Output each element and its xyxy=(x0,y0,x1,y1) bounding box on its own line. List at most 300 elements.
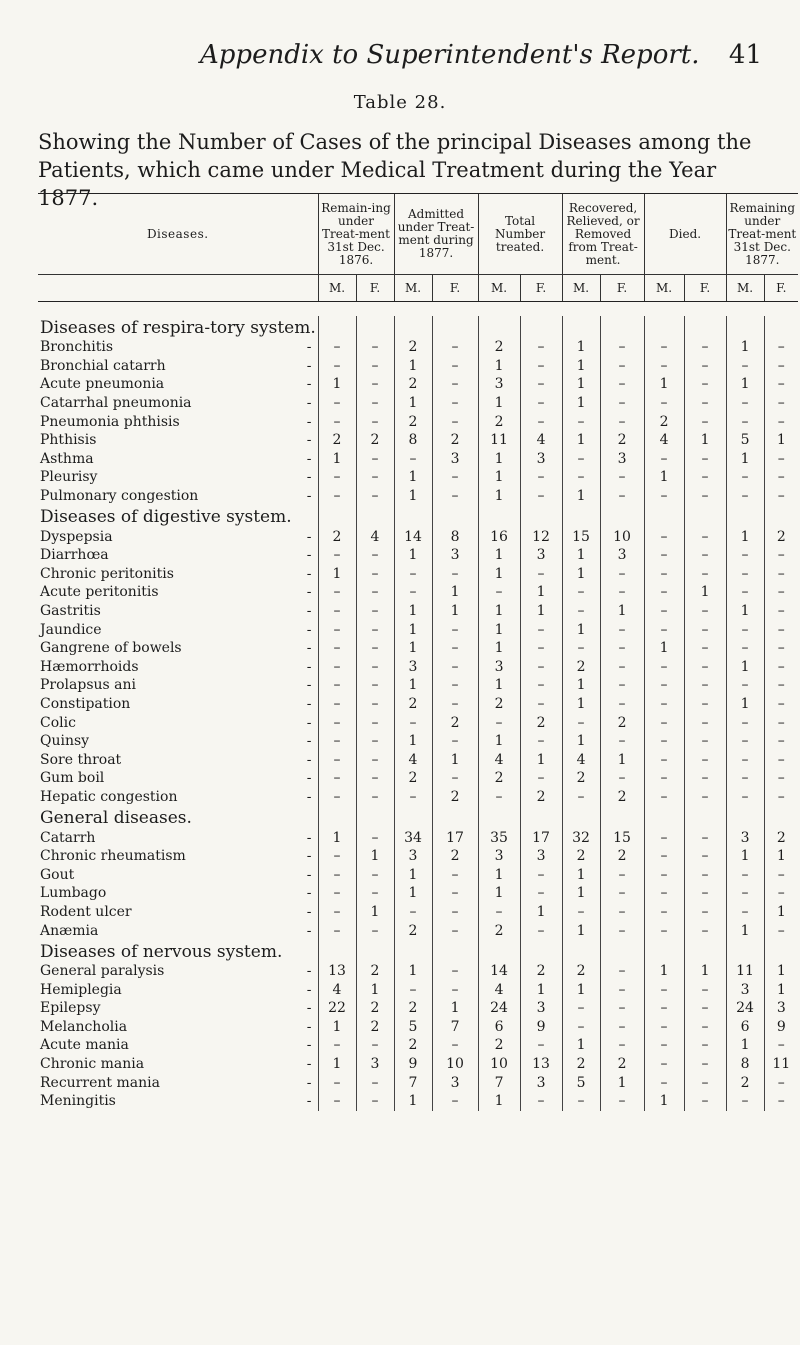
value-cell: – xyxy=(684,527,726,546)
table-row xyxy=(38,769,798,788)
disease-name-cell xyxy=(38,695,318,714)
value-cell: – xyxy=(644,999,684,1018)
disease-name: Gastritis xyxy=(40,603,101,620)
value-cell: 4 xyxy=(478,750,520,769)
disease-name: Prolapsus ani xyxy=(40,677,137,694)
value-cell: – xyxy=(432,884,478,903)
value-cell: 1 xyxy=(432,750,478,769)
disease-name: Recurrent mania xyxy=(40,1074,160,1091)
diseases-table xyxy=(38,193,798,1111)
table-row xyxy=(38,1092,798,1111)
value-cell: 1 xyxy=(644,375,684,394)
blank-cell xyxy=(764,940,798,962)
value-cell: – xyxy=(356,639,394,658)
value-cell: – xyxy=(432,962,478,981)
value-cell: – xyxy=(600,903,644,922)
value-cell: – xyxy=(600,695,644,714)
value-cell: – xyxy=(644,732,684,751)
value-cell: 11 xyxy=(726,962,764,981)
blank-cell xyxy=(318,505,356,527)
value-cell: – xyxy=(684,788,726,807)
blank-cell xyxy=(600,505,644,527)
value-cell: 1 xyxy=(394,487,432,506)
value-cell: 2 xyxy=(318,431,356,450)
value-cell: 1 xyxy=(600,1073,644,1092)
value-cell: – xyxy=(432,620,478,639)
value-cell: 3 xyxy=(726,828,764,847)
value-cell: – xyxy=(600,865,644,884)
spacer-row xyxy=(38,302,798,317)
leader-dash: - xyxy=(306,866,312,883)
value-cell: 8 xyxy=(432,527,478,546)
value-cell: 1 xyxy=(764,431,798,450)
value-cell: 3 xyxy=(432,450,478,469)
disease-name: Hemiplegia xyxy=(40,981,122,998)
value-cell: 1 xyxy=(478,620,520,639)
blank-cell xyxy=(600,940,644,962)
disease-name: Diarrhœa xyxy=(40,547,109,564)
value-cell: 10 xyxy=(432,1055,478,1074)
value-cell: – xyxy=(644,487,684,506)
value-cell: 4 xyxy=(644,431,684,450)
value-cell: 1 xyxy=(478,676,520,695)
value-cell: 3 xyxy=(478,658,520,677)
value-cell: 1 xyxy=(520,602,562,621)
value-cell: 1 xyxy=(562,732,600,751)
blank-cell xyxy=(726,505,764,527)
value-cell: 2 xyxy=(356,962,394,981)
value-cell: 1 xyxy=(520,980,562,999)
blank-cell xyxy=(394,940,432,962)
leader-dash: - xyxy=(306,584,312,601)
subheader-m: M. xyxy=(562,275,600,302)
value-cell: 6 xyxy=(478,1018,520,1037)
value-cell: 1 xyxy=(318,450,356,469)
leader-dash: - xyxy=(306,603,312,620)
disease-name-cell xyxy=(38,1018,318,1037)
value-cell: 7 xyxy=(394,1073,432,1092)
value-cell: – xyxy=(764,394,798,413)
value-cell: – xyxy=(318,602,356,621)
value-cell: – xyxy=(764,695,798,714)
disease-name-cell xyxy=(38,468,318,487)
table-row xyxy=(38,431,798,450)
table-row xyxy=(38,921,798,940)
value-cell: – xyxy=(644,357,684,376)
leader-dash: - xyxy=(306,547,312,564)
blank-cell xyxy=(478,806,520,828)
value-cell: – xyxy=(684,565,726,584)
value-cell: – xyxy=(764,750,798,769)
value-cell: 5 xyxy=(726,431,764,450)
value-cell: – xyxy=(356,732,394,751)
leader-dash: - xyxy=(306,733,312,750)
disease-name-cell xyxy=(38,903,318,922)
value-cell: 1 xyxy=(478,394,520,413)
value-cell: 4 xyxy=(394,750,432,769)
value-cell: – xyxy=(684,1036,726,1055)
disease-name-cell xyxy=(38,639,318,658)
disease-name: Sore throat xyxy=(40,751,122,768)
value-cell: – xyxy=(562,903,600,922)
value-cell: 1 xyxy=(644,468,684,487)
value-cell: – xyxy=(356,1073,394,1092)
value-cell: – xyxy=(318,676,356,695)
value-cell: 3 xyxy=(520,847,562,866)
value-cell: 1 xyxy=(478,602,520,621)
disease-name-cell xyxy=(38,431,318,450)
value-cell: – xyxy=(432,639,478,658)
disease-name-cell xyxy=(38,565,318,584)
disease-name: Chronic rheumatism xyxy=(40,848,186,865)
table-row xyxy=(38,394,798,413)
value-cell: – xyxy=(318,338,356,357)
value-cell: 3 xyxy=(764,999,798,1018)
disease-name-cell xyxy=(38,1073,318,1092)
value-cell: – xyxy=(394,583,432,602)
leader-dash: - xyxy=(306,640,312,657)
leader-dash: - xyxy=(306,1037,312,1054)
blank-cell xyxy=(356,806,394,828)
value-cell: 2 xyxy=(394,412,432,431)
value-cell: 2 xyxy=(394,769,432,788)
value-cell: 1 xyxy=(562,695,600,714)
value-cell: 1 xyxy=(644,1092,684,1111)
blank-cell xyxy=(318,806,356,828)
value-cell: – xyxy=(356,450,394,469)
blank-cell xyxy=(726,940,764,962)
value-cell: – xyxy=(356,602,394,621)
leader-dash: - xyxy=(306,621,312,638)
blank-cell xyxy=(432,806,478,828)
value-cell: 9 xyxy=(394,1055,432,1074)
leader-dash: - xyxy=(306,1074,312,1091)
value-cell: – xyxy=(432,1036,478,1055)
value-cell: 1 xyxy=(318,565,356,584)
value-cell: – xyxy=(600,1018,644,1037)
blank-cell xyxy=(562,806,600,828)
value-cell: – xyxy=(318,695,356,714)
value-cell: – xyxy=(644,713,684,732)
value-cell: – xyxy=(562,468,600,487)
section-row xyxy=(38,505,798,527)
value-cell: – xyxy=(600,357,644,376)
value-cell: 1 xyxy=(394,884,432,903)
leader-dash: - xyxy=(306,788,312,805)
value-cell: – xyxy=(726,394,764,413)
table-row xyxy=(38,847,798,866)
value-cell: – xyxy=(644,865,684,884)
value-cell: 2 xyxy=(356,431,394,450)
value-cell: – xyxy=(356,750,394,769)
value-cell: – xyxy=(726,546,764,565)
blank-cell xyxy=(520,505,562,527)
value-cell: – xyxy=(684,468,726,487)
table-caption: Showing the Number of Cases of the principal Diseases among the Patients, which came under Medical Treatment during the Year 1877. xyxy=(38,130,752,210)
col-header-total: Total Number treated. xyxy=(478,194,562,275)
value-cell: – xyxy=(684,1055,726,1074)
disease-name-cell xyxy=(38,676,318,695)
disease-name: Gangrene of bowels xyxy=(40,640,182,657)
disease-name-cell xyxy=(38,527,318,546)
value-cell: – xyxy=(394,788,432,807)
value-cell: – xyxy=(432,565,478,584)
leader-dash: - xyxy=(306,981,312,998)
value-cell: 2 xyxy=(394,921,432,940)
disease-name-cell xyxy=(38,546,318,565)
value-cell: – xyxy=(684,639,726,658)
leader-dash: - xyxy=(306,903,312,920)
value-cell: 1 xyxy=(394,620,432,639)
value-cell: – xyxy=(318,1092,356,1111)
disease-name: Lumbago xyxy=(40,885,107,902)
blank-cell xyxy=(600,316,644,338)
value-cell: – xyxy=(356,394,394,413)
value-cell: 14 xyxy=(394,527,432,546)
value-cell: 2 xyxy=(478,695,520,714)
value-cell: – xyxy=(684,375,726,394)
disease-name: Catarrh xyxy=(40,829,96,846)
disease-name: Chronic mania xyxy=(40,1056,145,1073)
value-cell: – xyxy=(478,713,520,732)
value-cell: – xyxy=(764,713,798,732)
blank-cell xyxy=(684,806,726,828)
blank-cell xyxy=(726,316,764,338)
header-title: Appendix to Superintendent's Report. xyxy=(200,40,700,70)
value-cell: – xyxy=(684,713,726,732)
col-header-remaining-1877: Remaining under Treat-ment 31st Dec. 1877. xyxy=(726,194,798,275)
value-cell: – xyxy=(726,620,764,639)
disease-name-cell xyxy=(38,338,318,357)
table-row xyxy=(38,487,798,506)
value-cell: – xyxy=(432,676,478,695)
value-cell: – xyxy=(644,828,684,847)
value-cell: 2 xyxy=(562,769,600,788)
value-cell: 1 xyxy=(562,338,600,357)
value-cell: 2 xyxy=(356,999,394,1018)
value-cell: – xyxy=(764,565,798,584)
table-row xyxy=(38,357,798,376)
table-row xyxy=(38,1018,798,1037)
leader-dash: - xyxy=(306,339,312,356)
value-cell: – xyxy=(726,750,764,769)
blank-cell xyxy=(432,316,478,338)
value-cell: – xyxy=(520,412,562,431)
value-cell: – xyxy=(764,788,798,807)
disease-name: Colic xyxy=(40,714,76,731)
value-cell: – xyxy=(644,565,684,584)
value-cell: – xyxy=(562,639,600,658)
leader-dash: - xyxy=(306,469,312,486)
value-cell: 1 xyxy=(726,450,764,469)
table-row xyxy=(38,412,798,431)
value-cell: – xyxy=(684,921,726,940)
value-cell: – xyxy=(432,903,478,922)
value-cell: 5 xyxy=(562,1073,600,1092)
value-cell: 1 xyxy=(562,375,600,394)
value-cell: – xyxy=(356,357,394,376)
value-cell: – xyxy=(318,750,356,769)
value-cell: – xyxy=(644,583,684,602)
blank-cell xyxy=(318,316,356,338)
value-cell: – xyxy=(644,338,684,357)
blank-cell xyxy=(432,940,478,962)
subheader-m: M. xyxy=(394,275,432,302)
blank-cell xyxy=(764,505,798,527)
value-cell: – xyxy=(764,602,798,621)
value-cell: – xyxy=(644,620,684,639)
value-cell: – xyxy=(644,788,684,807)
subheader-f: F. xyxy=(764,275,798,302)
value-cell: 3 xyxy=(520,546,562,565)
value-cell: 2 xyxy=(764,828,798,847)
leader-dash: - xyxy=(306,1000,312,1017)
value-cell: – xyxy=(684,750,726,769)
leader-dash: - xyxy=(306,695,312,712)
value-cell: 3 xyxy=(520,1073,562,1092)
value-cell: – xyxy=(520,769,562,788)
disease-name-cell xyxy=(38,658,318,677)
value-cell: 1 xyxy=(726,602,764,621)
col-header-admitted: Admitted under Treat-ment during 1877. xyxy=(394,194,478,275)
value-cell: – xyxy=(318,769,356,788)
value-cell: 16 xyxy=(478,527,520,546)
value-cell: 3 xyxy=(394,658,432,677)
value-cell: – xyxy=(684,487,726,506)
value-cell: – xyxy=(520,884,562,903)
value-cell: – xyxy=(562,412,600,431)
value-cell: 3 xyxy=(432,546,478,565)
value-cell: 7 xyxy=(478,1073,520,1092)
disease-name: Pulmonary congestion xyxy=(40,488,199,505)
value-cell: 3 xyxy=(356,1055,394,1074)
disease-name: Bronchial catarrh xyxy=(40,357,166,374)
table-row xyxy=(38,999,798,1018)
value-cell: – xyxy=(600,676,644,695)
value-cell: – xyxy=(318,732,356,751)
leader-dash: - xyxy=(306,922,312,939)
value-cell: – xyxy=(562,713,600,732)
value-cell: – xyxy=(764,1073,798,1092)
value-cell: 2 xyxy=(432,431,478,450)
value-cell: – xyxy=(356,620,394,639)
value-cell: – xyxy=(318,884,356,903)
table-row xyxy=(38,1036,798,1055)
value-cell: 1 xyxy=(394,639,432,658)
value-cell: – xyxy=(520,338,562,357)
blank-cell xyxy=(318,940,356,962)
value-cell: 3 xyxy=(520,450,562,469)
leader-dash: - xyxy=(306,677,312,694)
value-cell: – xyxy=(478,583,520,602)
col-header-died: Died. xyxy=(644,194,726,275)
table-row xyxy=(38,980,798,999)
disease-name-cell xyxy=(38,865,318,884)
value-cell: – xyxy=(684,412,726,431)
spacer-cell xyxy=(38,302,798,317)
value-cell: 1 xyxy=(432,583,478,602)
disease-name-cell xyxy=(38,394,318,413)
value-cell: – xyxy=(726,865,764,884)
value-cell: – xyxy=(764,375,798,394)
blank-cell xyxy=(394,806,432,828)
disease-name: Catarrhal pneumonia xyxy=(40,395,192,412)
disease-name: Hæmorrhoids xyxy=(40,658,139,675)
disease-name-cell xyxy=(38,620,318,639)
value-cell: 1 xyxy=(562,921,600,940)
table-row xyxy=(38,450,798,469)
value-cell: – xyxy=(684,980,726,999)
value-cell: – xyxy=(684,546,726,565)
value-cell: – xyxy=(520,695,562,714)
value-cell: – xyxy=(764,769,798,788)
blank-cell xyxy=(394,505,432,527)
blank-cell xyxy=(478,940,520,962)
value-cell: – xyxy=(764,1092,798,1111)
value-cell: – xyxy=(356,658,394,677)
value-cell: 1 xyxy=(726,847,764,866)
blank-cell xyxy=(764,316,798,338)
value-cell: 2 xyxy=(562,1055,600,1074)
value-cell: – xyxy=(520,865,562,884)
value-cell: 1 xyxy=(520,750,562,769)
value-cell: 5 xyxy=(394,1018,432,1037)
subheader-m: M. xyxy=(478,275,520,302)
value-cell: – xyxy=(520,375,562,394)
value-cell: – xyxy=(318,658,356,677)
leader-dash: - xyxy=(306,395,312,412)
value-cell: 1 xyxy=(394,962,432,981)
value-cell: 1 xyxy=(764,903,798,922)
value-cell: 24 xyxy=(478,999,520,1018)
value-cell: – xyxy=(356,695,394,714)
value-cell: – xyxy=(764,338,798,357)
table-row xyxy=(38,658,798,677)
disease-name: Asthma xyxy=(40,450,94,467)
value-cell: 4 xyxy=(562,750,600,769)
value-cell: – xyxy=(600,1036,644,1055)
value-cell: 2 xyxy=(520,962,562,981)
value-cell: – xyxy=(726,788,764,807)
value-cell: – xyxy=(520,1036,562,1055)
disease-name: Pleurisy xyxy=(40,469,98,486)
blank-cell xyxy=(684,505,726,527)
value-cell: – xyxy=(356,375,394,394)
value-cell: – xyxy=(394,713,432,732)
value-cell: 1 xyxy=(394,732,432,751)
subheader-f: F. xyxy=(600,275,644,302)
disease-name: Acute peritonitis xyxy=(40,584,159,601)
disease-name-cell xyxy=(38,999,318,1018)
value-cell: 2 xyxy=(644,412,684,431)
value-cell: 1 xyxy=(562,1036,600,1055)
leader-dash: - xyxy=(306,829,312,846)
value-cell: 4 xyxy=(520,431,562,450)
value-cell: – xyxy=(684,676,726,695)
value-cell: – xyxy=(318,583,356,602)
value-cell: – xyxy=(600,639,644,658)
disease-name-cell xyxy=(38,583,318,602)
table-row xyxy=(38,732,798,751)
value-cell: 1 xyxy=(726,527,764,546)
section-title: Diseases of nervous system. xyxy=(40,941,283,962)
value-cell: – xyxy=(520,639,562,658)
value-cell: 12 xyxy=(520,527,562,546)
col-header-recovered: Recovered, Relieved, or Removed from Treat-ment. xyxy=(562,194,644,275)
value-cell: – xyxy=(726,713,764,732)
value-cell: – xyxy=(318,1036,356,1055)
value-cell: – xyxy=(318,788,356,807)
